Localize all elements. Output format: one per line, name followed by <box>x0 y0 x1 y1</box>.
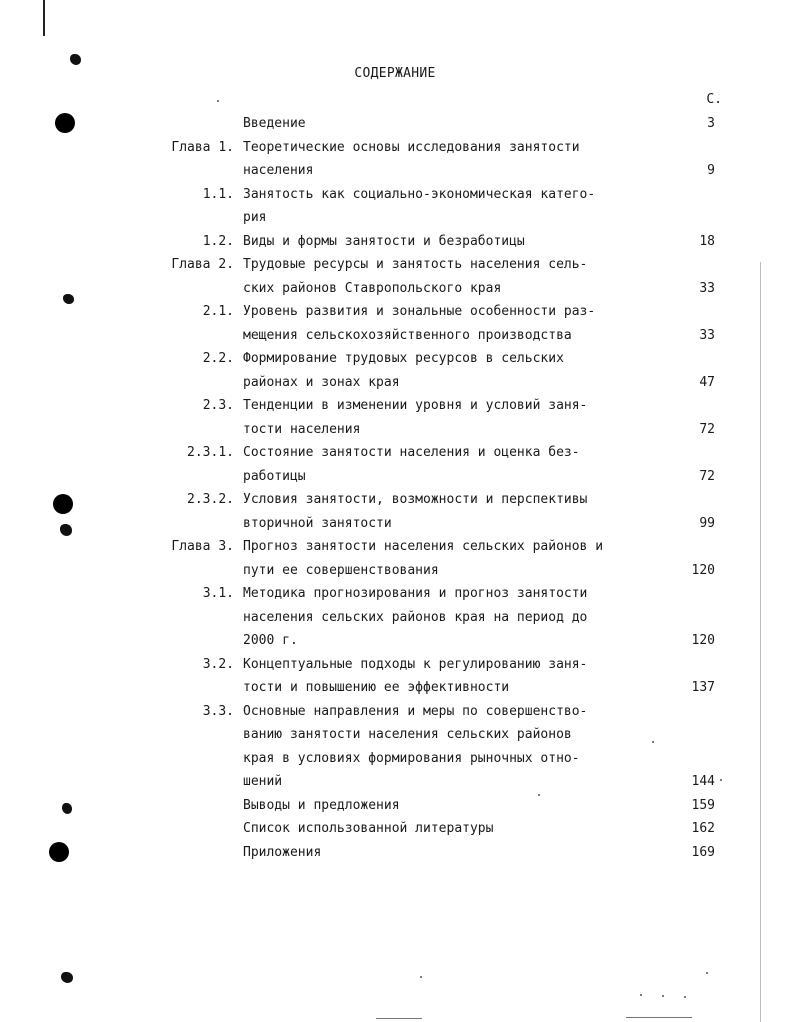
toc-line <box>0 465 795 489</box>
toc-line <box>0 136 795 160</box>
toc-line <box>0 676 795 700</box>
toc-entry-page: 120 <box>691 633 715 648</box>
toc-entry-number: 2.2. <box>202 351 234 366</box>
toc-entry-text: Тенденции в изменении уровня и условий заня- <box>243 398 588 413</box>
toc-line <box>0 300 795 324</box>
toc-entry-text: Формирование трудовых ресурсов в сельских <box>243 351 564 366</box>
toc-entry-page: 3 <box>707 116 715 131</box>
scan-speck <box>706 972 708 974</box>
toc-entry-text: Концептуальные подходы к регулированию заня- <box>243 656 588 672</box>
toc-entry-text: ских районов Ставропольского края <box>243 280 502 296</box>
toc-entry-text: населения <box>243 163 314 178</box>
toc-entry-number: 2.1. <box>202 304 234 319</box>
toc-line <box>0 582 795 606</box>
toc-entry-text: Состояние занятости населения и оценка без- <box>243 445 580 460</box>
toc-entry-number: 3.2. <box>202 656 234 672</box>
toc-entry-page: 72 <box>699 468 715 484</box>
toc-entry-text: пути ее совершенствования <box>243 562 439 578</box>
toc-entry-text: 2000 г. <box>243 633 298 648</box>
toc-entry <box>0 300 795 347</box>
toc-entry-text: мещения сельскохозяйственного производства <box>243 327 572 343</box>
toc-entry-text: районах и зонах края <box>243 374 400 390</box>
scan-edge-left <box>43 0 45 36</box>
page-column-header: С. <box>706 92 722 107</box>
toc-line <box>0 183 795 207</box>
toc-line <box>0 817 795 841</box>
toc-line <box>0 324 795 348</box>
scan-speck <box>640 994 642 996</box>
toc-line <box>0 253 795 277</box>
toc-entry-number: Глава 2. <box>171 257 234 272</box>
toc-entry <box>0 394 795 441</box>
toc-line <box>0 441 795 465</box>
toc-line <box>0 206 795 230</box>
toc-entry <box>0 112 795 136</box>
toc-line <box>0 841 795 865</box>
toc-entry-text: Прогноз занятости населения сельских районов и <box>243 539 604 554</box>
toc-entry <box>0 841 795 865</box>
toc-entry-page: 72 <box>699 421 715 437</box>
toc-entry-text: Трудовые ресурсы и занятость населения сель- <box>243 257 588 272</box>
toc-line <box>0 512 795 536</box>
toc-line <box>0 159 795 183</box>
toc-entry-number: 2.3.1. <box>187 445 234 460</box>
toc-entry-number: Глава 3. <box>171 539 234 554</box>
toc-entry-page: 159 <box>691 797 715 813</box>
ink-blot <box>61 972 73 983</box>
toc-entry-text: Основные направления и меры по совершенство- <box>243 703 588 719</box>
toc-line <box>0 653 795 677</box>
toc-entry-text: шений <box>243 774 283 789</box>
toc-entry-text: Список использованной литературы <box>243 821 494 836</box>
toc-entry-page: 99 <box>699 515 715 531</box>
toc-line <box>0 347 795 371</box>
toc-entry <box>0 535 795 582</box>
toc-line <box>0 418 795 442</box>
toc-entry-text: работицы <box>243 468 306 484</box>
toc-entry-page: 9 <box>707 163 715 178</box>
toc-entry-text: Выводы и предложения <box>243 797 400 813</box>
toc-entry-text: Занятость как социально-экономическая катего- <box>243 186 596 202</box>
toc-entry-page: 137 <box>691 680 715 695</box>
toc-line <box>0 112 795 136</box>
toc-entry-text: рия <box>243 210 267 225</box>
toc-entry-page: 47 <box>699 374 715 390</box>
toc-entry <box>0 700 795 794</box>
toc-entry-text: Теоретические основы исследования занятости <box>243 139 580 155</box>
toc-line <box>0 629 795 653</box>
toc-line <box>0 700 795 724</box>
toc-entry-page: 33 <box>699 280 715 296</box>
toc-entry-text: края в условиях формирования рыночных отно- <box>243 750 580 766</box>
toc-entry <box>0 230 795 254</box>
toc-entry-text: Уровень развития и зональные особенности раз- <box>243 304 596 319</box>
scan-speck <box>217 100 219 102</box>
toc-entry <box>0 441 795 488</box>
toc-entry <box>0 794 795 818</box>
toc-line <box>0 394 795 418</box>
scan-speck <box>420 976 422 978</box>
toc-entry-number: 2.3.2. <box>187 492 234 507</box>
toc-entry-number: 2.3. <box>202 398 234 413</box>
table-of-contents <box>0 112 795 864</box>
toc-line <box>0 535 795 559</box>
scan-dash <box>626 1017 692 1018</box>
toc-line <box>0 230 795 254</box>
scan-speck <box>684 996 686 998</box>
toc-entry <box>0 653 795 700</box>
toc-line <box>0 606 795 630</box>
toc-entry-number: 3.3. <box>202 703 234 719</box>
toc-entry-page: 120 <box>691 562 715 578</box>
toc-line <box>0 559 795 583</box>
toc-entry <box>0 136 795 183</box>
scan-dash <box>376 1018 422 1019</box>
toc-entry-text: Условия занятости, возможности и перспективы <box>243 492 588 507</box>
toc-entry-page: 18 <box>699 233 715 249</box>
toc-entry-text: вторичной занятости <box>243 515 392 531</box>
toc-line <box>0 747 795 771</box>
toc-entry <box>0 183 795 230</box>
toc-line <box>0 488 795 512</box>
toc-entry <box>0 347 795 394</box>
toc-entry-text: тости населения <box>243 421 361 437</box>
toc-entry-page: 33 <box>699 327 715 343</box>
toc-entry <box>0 582 795 653</box>
toc-line <box>0 277 795 301</box>
toc-entry-number: 1.1. <box>202 186 234 202</box>
toc-entry <box>0 253 795 300</box>
toc-entry-text: Введение <box>243 116 306 131</box>
toc-entry-text: Методика прогнозирования и прогноз занятости <box>243 586 588 601</box>
toc-entry-text: населения сельских районов края на период до <box>243 609 588 625</box>
toc-entry <box>0 488 795 535</box>
toc-entry-text: ванию занятости населения сельских районов <box>243 727 572 742</box>
toc-entry-number: Глава 1. <box>171 139 234 155</box>
scan-speck <box>662 995 664 997</box>
toc-entry-text: Виды и формы занятости и безработицы <box>243 233 525 249</box>
toc-entry-page: 162 <box>691 821 715 836</box>
page-title: СОДЕРЖАНИЕ <box>354 66 436 81</box>
toc-entry-text: Приложения <box>243 844 322 860</box>
toc-entry-text: тости и повышению ее эффективности <box>243 680 510 695</box>
toc-line <box>0 770 795 794</box>
toc-entry-number: 3.1. <box>202 586 234 601</box>
toc-entry-page: 144 <box>691 774 715 789</box>
toc-entry-page: 169 <box>691 844 715 860</box>
toc-line <box>0 794 795 818</box>
ink-blot <box>70 54 81 65</box>
toc-line <box>0 371 795 395</box>
toc-entry <box>0 817 795 841</box>
toc-entry-number: 1.2. <box>202 233 234 249</box>
toc-line <box>0 723 795 747</box>
